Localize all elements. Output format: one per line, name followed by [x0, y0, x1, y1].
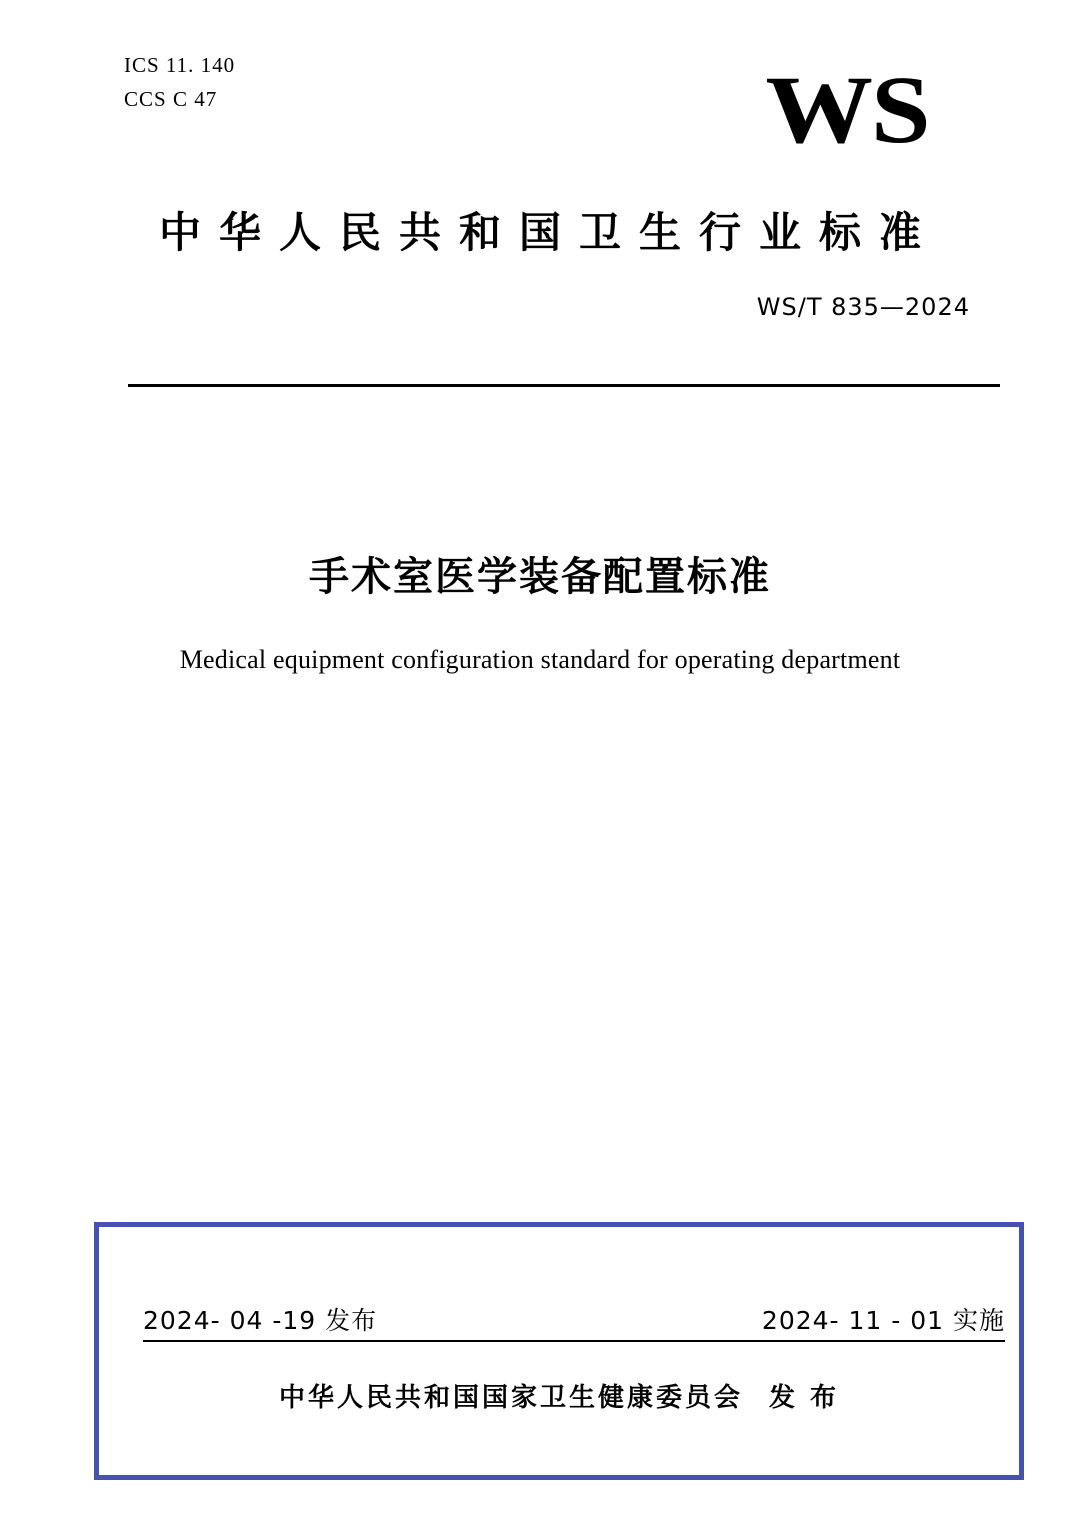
header-divider	[128, 384, 1000, 387]
publication-issuer-line	[99, 1377, 1019, 1414]
publication-box	[94, 1222, 1024, 1480]
document-title-english: Medical equipment configuration standard for operating department	[179, 645, 901, 674]
ccs-code: CCS C 47	[124, 87, 218, 111]
ws-logo: WS	[765, 56, 928, 163]
authority-heading: 中华人民共和国卫生行业标准	[158, 208, 939, 257]
issuer-name: 中华人民共和国国家卫生健康委员会	[278, 1383, 743, 1413]
ics-code: ICS 11. 140	[124, 53, 236, 77]
classification-codes	[124, 48, 235, 116]
publication-dates	[143, 1291, 1005, 1337]
effective-date: 2024- 11 - 01 实施	[761, 1306, 1005, 1335]
issuer-action: 发 布	[768, 1383, 840, 1413]
standard-number: WS/T 835—2024	[756, 293, 970, 321]
release-date: 2024- 04 -19 发布	[143, 1306, 378, 1335]
publication-dates-underline	[143, 1340, 1005, 1342]
document-title-chinese: 手术室医学装备配置标准	[309, 554, 771, 600]
